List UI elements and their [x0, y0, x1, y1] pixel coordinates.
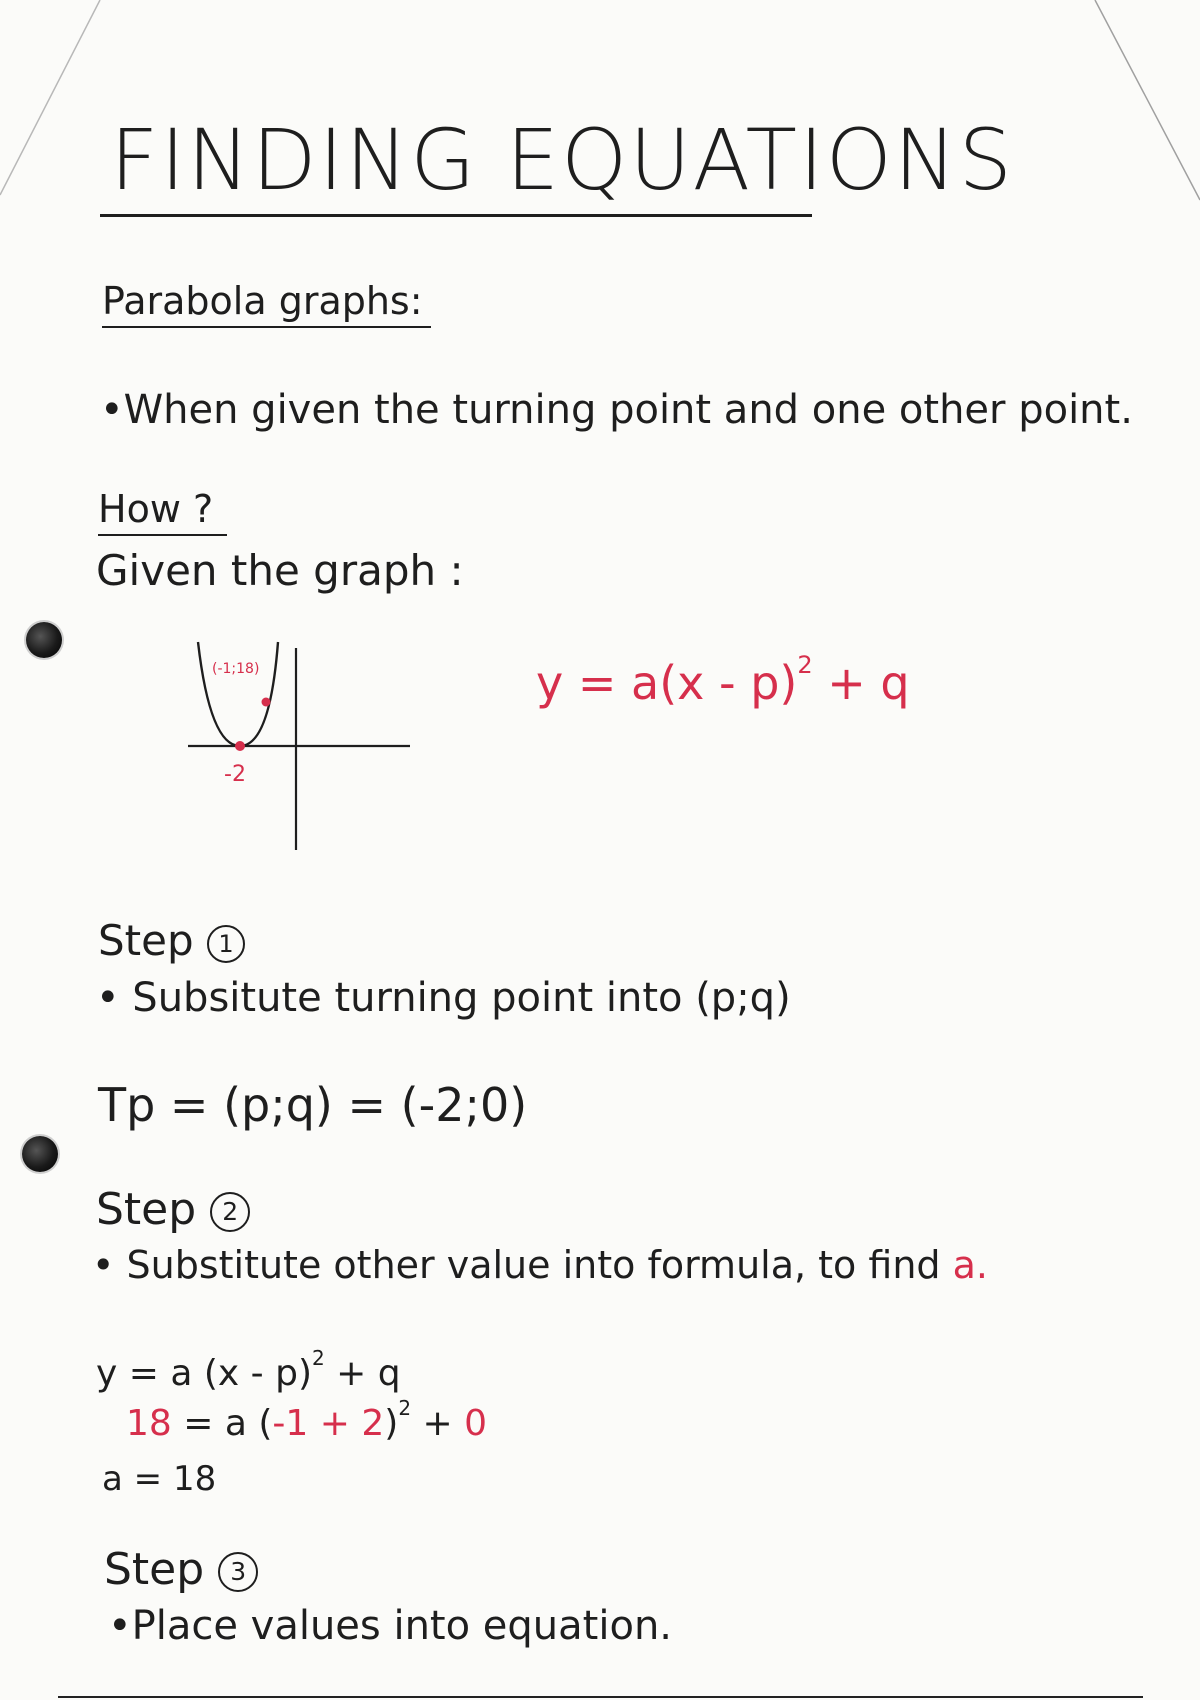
step-3-number: 3: [218, 1552, 258, 1592]
step-2-equation-general: y = a (x - p)$^2$ + q: [96, 1346, 401, 1394]
step-3-text: •Place values into equation.: [108, 1603, 673, 1649]
page-title: FINDING EQUATIONS: [110, 111, 1014, 209]
bullet-given-points: •When given the turning point and one other point.: [100, 387, 1133, 433]
turning-point-equation: Tp = (p;q) = (-2;0): [98, 1078, 528, 1132]
step-1-number: 1: [207, 925, 245, 963]
step-3-heading: Step 3: [104, 1548, 258, 1592]
binder-hole-bottom: [22, 1136, 58, 1172]
binder-hole-top: [26, 622, 62, 658]
step-1-text: • Subsitute turning point into (p;q): [96, 975, 791, 1021]
graph-x-intercept-label: -2: [224, 762, 246, 787]
given-graph-label: Given the graph :: [96, 546, 464, 595]
graph-point-label: (-1;18): [212, 661, 260, 677]
title-underline: [100, 214, 812, 217]
vertex-form-formula: y = a(x - p)$^2$ + q: [536, 651, 910, 710]
how-heading: How ?: [98, 490, 227, 536]
step-2-text: • Substitute other value into formula, to find a.: [92, 1243, 988, 1287]
step-2-equation-substituted: 18 = a $(-1 + 2)^2 + 0$: [126, 1396, 488, 1444]
page-bottom-rule: [58, 1696, 1143, 1698]
step-2-result: a = 18: [102, 1459, 217, 1499]
step-2-heading: Step 2: [96, 1188, 250, 1232]
section-heading: Parabola graphs:: [102, 282, 431, 328]
step-1-heading: Step 1: [98, 920, 245, 963]
step-2-number: 2: [210, 1192, 250, 1232]
